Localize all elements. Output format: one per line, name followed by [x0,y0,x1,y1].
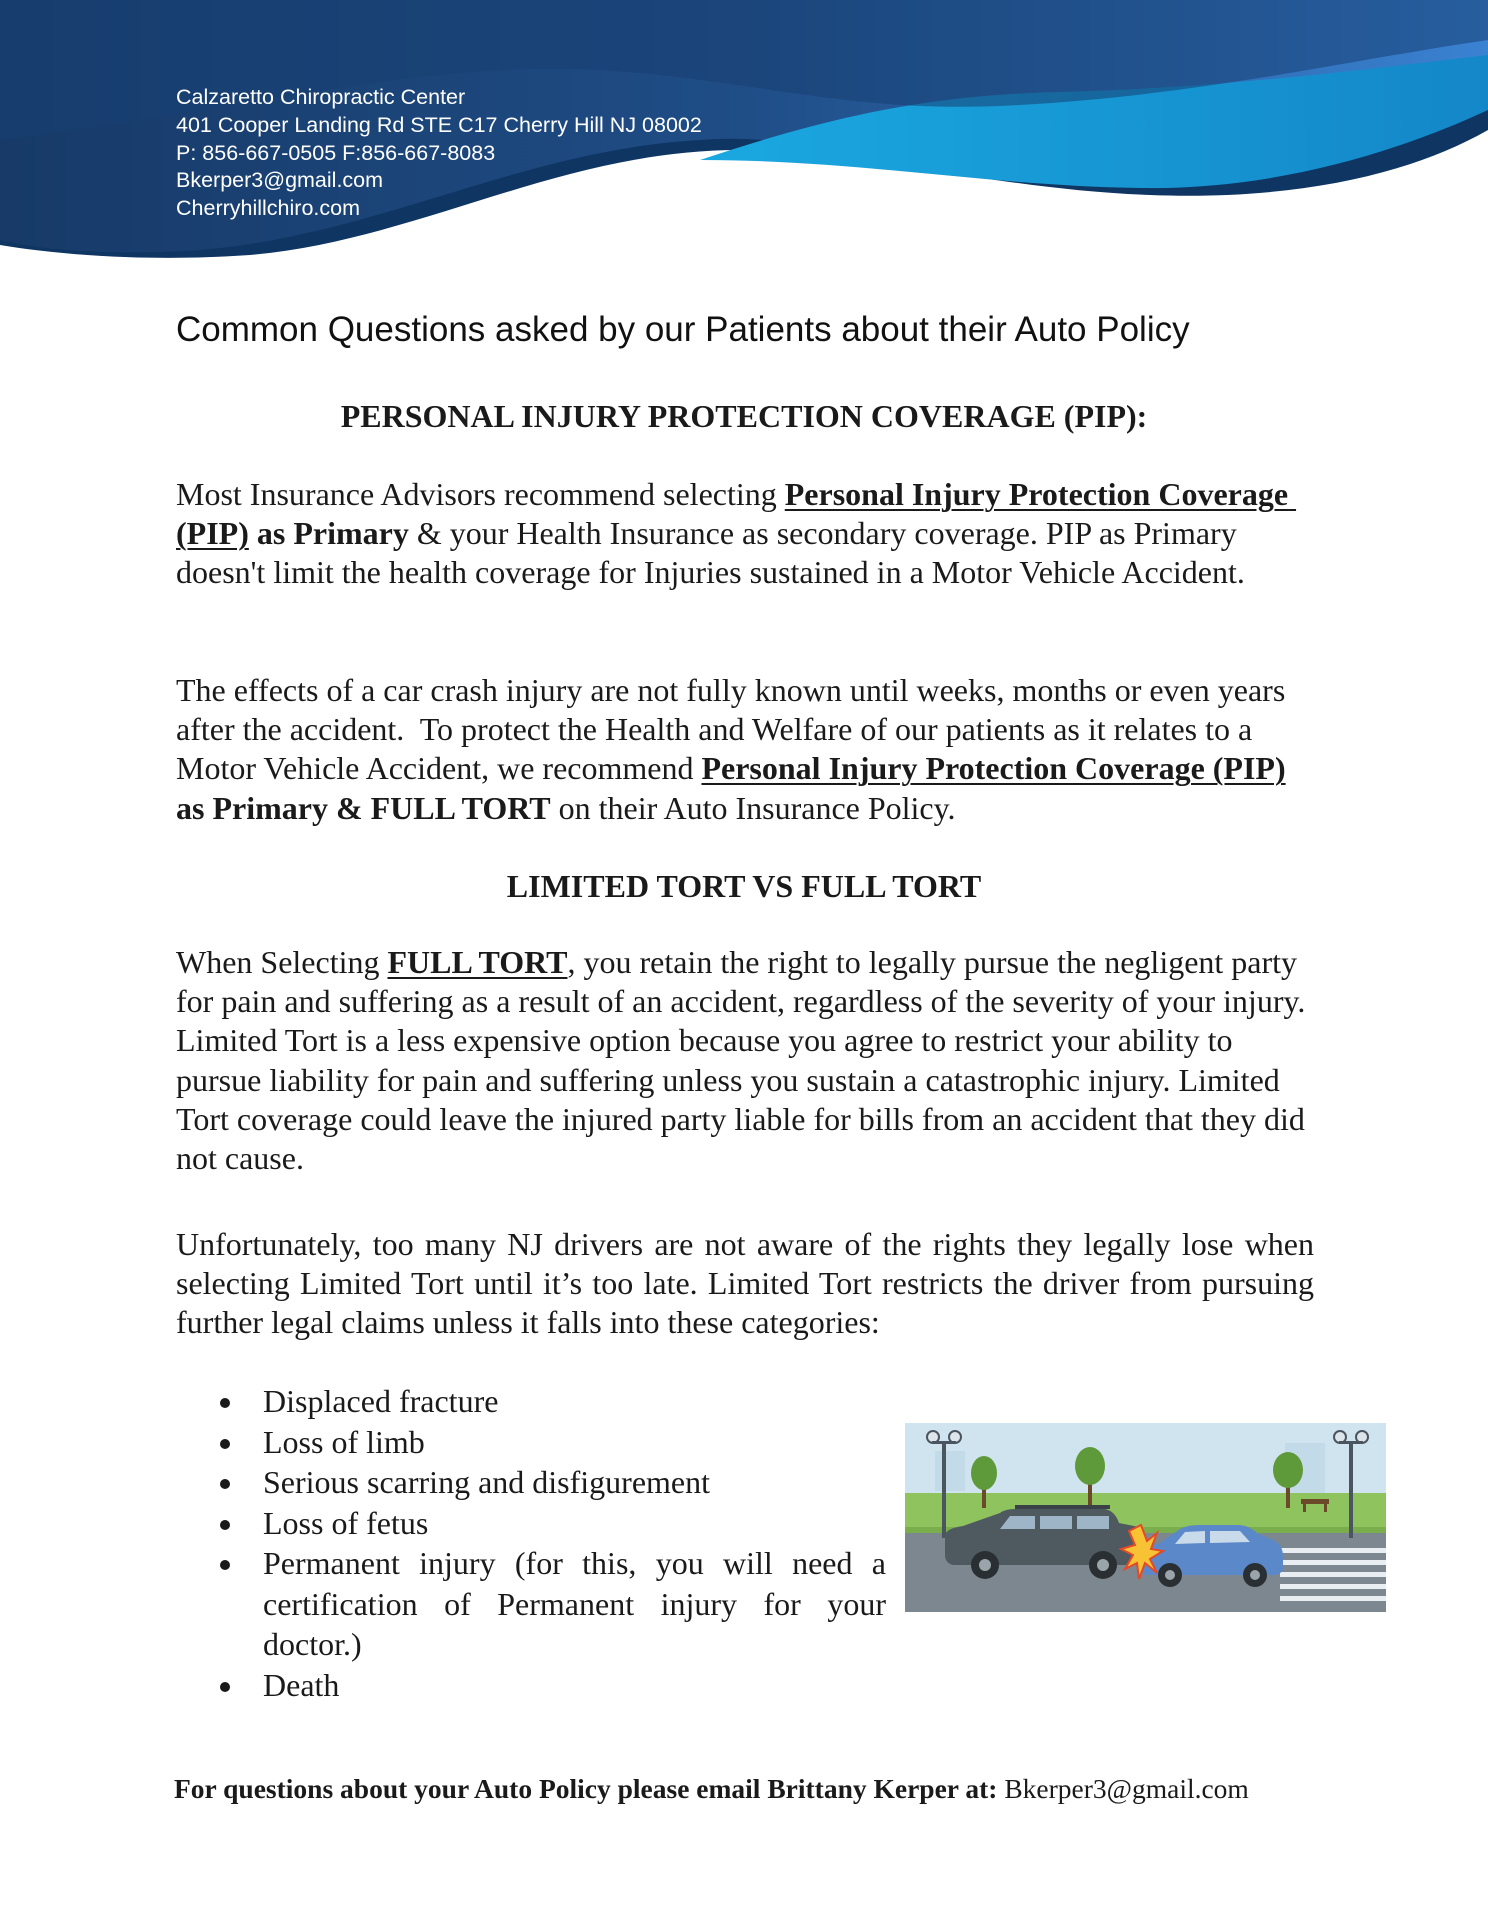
limited-tort-categories-list [176,1381,886,1705]
clinic-address: 401 Cooper Landing Rd STE C17 Cherry Hill NJ 08002 [176,112,702,137]
pip-p2-text-a: The effects of a car crash injury are not fully known until weeks, months or even years after the accident. To protect the Health and Welfare of our patients as it relates to a Motor Vehicle Accident, we recommend [176,672,1294,787]
category-text: Permanent injury (for this, you will need a certification of Permanent injury for your doctor.) [263,1545,886,1662]
list-item [176,1503,886,1544]
category-text: Loss of fetus [263,1504,429,1541]
pip-p1-bold-term: as Primary [248,515,409,552]
tort-section-heading: LIMITED TORT VS FULL TORT [506,868,982,904]
pip-paragraph-2 [176,671,1316,828]
bullet-dot [220,1439,230,1449]
bullet-dot [220,1520,230,1530]
list-item [176,1543,886,1665]
footer-bold-text: For questions about your Auto Policy please email Brittany Kerper at: [174,1773,998,1804]
pip-p2-underlined-term: Personal Injury Protection Coverage (PIP) [701,750,1286,787]
category-text: Serious scarring and disfigurement [263,1464,710,1500]
bullet-dot [220,1682,230,1692]
pip-p1-text-a: Most Insurance Advisors recommend selecting [176,476,785,512]
pip-p2-text-b: on their Auto Insurance Policy. [550,789,956,826]
pip-p1-text-b: & your Health Insurance as secondary coverage. PIP as Primary doesn't limit the health coverage for Injuries sustained in a Motor Vehicle Accident. [176,515,1245,591]
clinic-website[interactable]: Cherryhillchiro.com [176,196,360,221]
page-title: Common Questions asked by our Patients about their Auto Policy [176,310,1190,349]
pip-paragraph-1 [176,475,1316,593]
list-item [176,1381,886,1422]
pip-section-heading: PERSONAL INJURY PROTECTION COVERAGE (PIP): [340,398,1148,434]
full-tort-term: FULL TORT [387,944,568,980]
category-text: Displaced fracture [263,1383,499,1419]
tort-p1-text-a: When Selecting [176,944,388,980]
list-item [176,1665,886,1706]
category-text: Loss of limb [263,1423,425,1460]
tort-paragraph-1 [176,943,1316,1178]
footer-contact-line [174,1773,1249,1805]
list-item [176,1462,886,1503]
car-crash-illustration [905,1423,1386,1612]
clinic-email[interactable]: Bkerper3@gmail.com [176,168,384,193]
tort-p1-text-b: , you retain the right to legally pursue the negligent party for pain and suffering as a result of an accident, regardless of the severity of your injury. Limited Tort is a less expensive option because you agree to restrict your ability to pursue liability for pain and suffering unless you sustain a catastrophic injury. Limited Tort coverage could leave the injured party liable for bills from an accident that they did not cause. [176,944,1314,1177]
clinic-phone-fax: P: 856-667-0505 F:856-667-8083 [176,140,496,165]
category-text: Death [263,1666,340,1703]
tort-paragraph-2: Unfortunately, too many NJ drivers are not aware of the rights they legally lose when selecting Limited Tort until it’s too late. Limited Tort restricts the driver from pursuing further legal claims unless it falls into these categories: [176,1226,1314,1341]
pip-p1-underlined-term: Personal Injury Protection Coverage (PIP) [176,476,1297,552]
clinic-name: Calzaretto Chiropractic Center [176,85,466,109]
list-item [176,1422,886,1463]
bullet-dot [220,1398,230,1408]
pip-p2-bold-term: as Primary & FULL TORT [176,750,1294,826]
bullet-dot [220,1479,230,1489]
clinic-contact-info [176,84,702,223]
footer-email[interactable]: Bkerper3@gmail.com [997,1773,1249,1804]
bullet-dot [220,1560,230,1570]
